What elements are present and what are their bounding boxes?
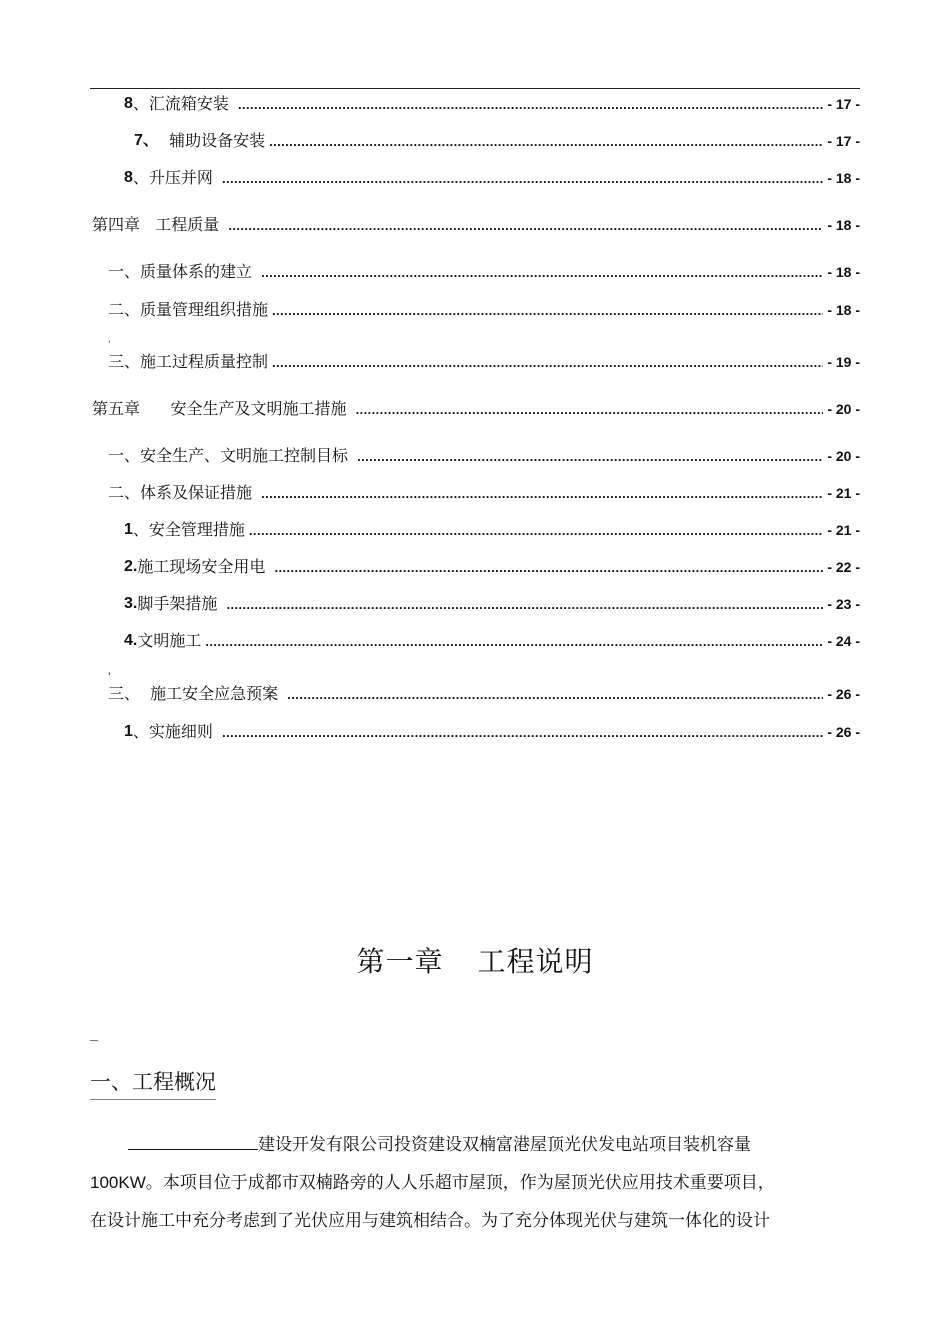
toc-page-number: - 21 - bbox=[827, 522, 860, 538]
toc-entry-label: 第五章 安全生产及文明施工措施 bbox=[92, 399, 352, 418]
top-rule bbox=[90, 88, 860, 89]
toc-entry[interactable] bbox=[124, 590, 860, 614]
paragraph-line bbox=[90, 1202, 860, 1240]
toc-entry-label: 、汇流箱安装 bbox=[132, 94, 234, 113]
toc-page-number: - 18 - bbox=[827, 217, 860, 233]
toc-page-number: - 20 - bbox=[827, 448, 860, 464]
toc-leader-dots bbox=[205, 631, 823, 651]
toc-leader-dots bbox=[269, 131, 823, 151]
toc-entry[interactable] bbox=[108, 348, 860, 372]
toc-entry-label: 三、施工过程质量控制 bbox=[108, 352, 269, 371]
section-heading: 一、工程概况 bbox=[90, 1066, 216, 1100]
toc-entry[interactable] bbox=[124, 516, 860, 540]
toc-entry-number: 1 bbox=[124, 723, 133, 740]
toc-page-number: - 26 - bbox=[827, 724, 860, 740]
toc-entry[interactable] bbox=[108, 258, 860, 282]
toc-leader-dots bbox=[356, 399, 824, 419]
toc-page-number: - 21 - bbox=[827, 485, 860, 501]
paragraph-line bbox=[90, 1164, 860, 1202]
paragraph-text: 建设开发有限公司投资建设双楠富港屋顶光伏发电站项目装机容量 bbox=[258, 1135, 751, 1155]
stray-mark bbox=[90, 1040, 98, 1041]
toc-leader-dots bbox=[272, 300, 823, 320]
toc-page-number: - 17 - bbox=[827, 133, 860, 149]
toc-entry[interactable] bbox=[108, 442, 860, 466]
toc-leader-dots bbox=[238, 94, 823, 114]
toc-leader-dots bbox=[274, 557, 823, 577]
toc-entry-number: 3. bbox=[124, 595, 138, 612]
toc-page-number: - 18 - bbox=[827, 264, 860, 280]
paragraph-text: 。本项目位于成都市双楠路旁的人人乐超市屋顶，作为屋顶光伏应用技术重要项目， bbox=[145, 1173, 775, 1193]
toc-page-number: - 18 - bbox=[827, 302, 860, 318]
paragraph-line bbox=[90, 1126, 860, 1164]
toc-entry[interactable] bbox=[108, 296, 860, 320]
toc-entry[interactable] bbox=[124, 718, 860, 742]
toc-entry-number: 7、 bbox=[134, 132, 159, 149]
toc-entry-label: 脚手架措施 bbox=[137, 594, 223, 613]
toc-entry[interactable] bbox=[134, 127, 860, 151]
toc-leader-dots bbox=[226, 594, 823, 614]
toc-leader-dots bbox=[222, 722, 823, 742]
toc-entry-number: 8 bbox=[124, 169, 133, 186]
toc-entry-label: 施工现场安全用电 bbox=[137, 557, 271, 576]
stray-mark: ' bbox=[108, 672, 111, 682]
toc-leader-dots bbox=[228, 215, 823, 235]
toc-entry-label: 第四章 工程质量 bbox=[92, 215, 225, 234]
toc-entry-number: 8 bbox=[124, 95, 133, 112]
capacity-value: 100KW bbox=[90, 1173, 146, 1192]
chapter-title: 第一章 工程说明 bbox=[356, 945, 594, 978]
stray-mark: ' bbox=[108, 340, 111, 350]
toc-entry[interactable] bbox=[108, 680, 860, 704]
toc-entry-number: 1 bbox=[124, 521, 133, 538]
toc-leader-dots bbox=[261, 483, 823, 503]
paragraph-text: 在设计施工中充分考虑到了光伏应用与建筑相结合。为了充分体现光伏与建筑一体化的设计 bbox=[90, 1211, 770, 1231]
toc-entry-label: 、升压并网 bbox=[132, 168, 218, 187]
toc-leader-dots bbox=[357, 446, 823, 466]
toc-leader-dots bbox=[261, 262, 823, 282]
toc-entry-label: 辅助设备安装 bbox=[158, 131, 266, 150]
toc-entry[interactable] bbox=[108, 479, 860, 503]
toc-leader-dots bbox=[287, 684, 823, 704]
body-paragraph bbox=[90, 1126, 860, 1240]
toc-entry-label: 二、体系及保证措施 bbox=[108, 483, 258, 502]
toc-entry-label: 一、安全生产、文明施工控制目标 bbox=[108, 446, 354, 465]
toc-leader-dots bbox=[249, 520, 823, 540]
toc-leader-dots bbox=[222, 168, 823, 188]
toc-page-number: - 26 - bbox=[827, 686, 860, 702]
fill-in-blank bbox=[128, 1131, 258, 1150]
toc-entry[interactable] bbox=[124, 553, 860, 577]
toc-entry[interactable] bbox=[124, 90, 860, 114]
toc-entry-number: 2. bbox=[124, 558, 138, 575]
toc-entry[interactable] bbox=[92, 211, 860, 235]
toc-leader-dots bbox=[272, 352, 823, 372]
toc-entry-label: 二、质量管理组织措施 bbox=[108, 300, 269, 319]
toc-page-number: - 17 - bbox=[827, 96, 860, 112]
toc-entry-label: 一、质量体系的建立 bbox=[108, 262, 258, 281]
toc-entry-label: 、实施细则 bbox=[132, 722, 218, 741]
toc-entry-number: 4. bbox=[124, 632, 138, 649]
toc-page-number: - 23 - bbox=[827, 596, 860, 612]
toc-page-number: - 24 - bbox=[827, 633, 860, 649]
toc-page-number: - 18 - bbox=[827, 170, 860, 186]
toc-entry-label: 文明施工 bbox=[137, 631, 202, 650]
toc-page-number: - 20 - bbox=[827, 401, 860, 417]
toc-page-number: - 19 - bbox=[827, 354, 860, 370]
toc-entry-label: 三、 施工安全应急预案 bbox=[108, 684, 284, 703]
toc-page-number: - 22 - bbox=[827, 559, 860, 575]
toc-entry[interactable] bbox=[124, 164, 860, 188]
toc-entry[interactable] bbox=[124, 627, 860, 651]
toc-entry[interactable] bbox=[92, 395, 860, 419]
toc-entry-label: 、安全管理措施 bbox=[132, 520, 245, 539]
